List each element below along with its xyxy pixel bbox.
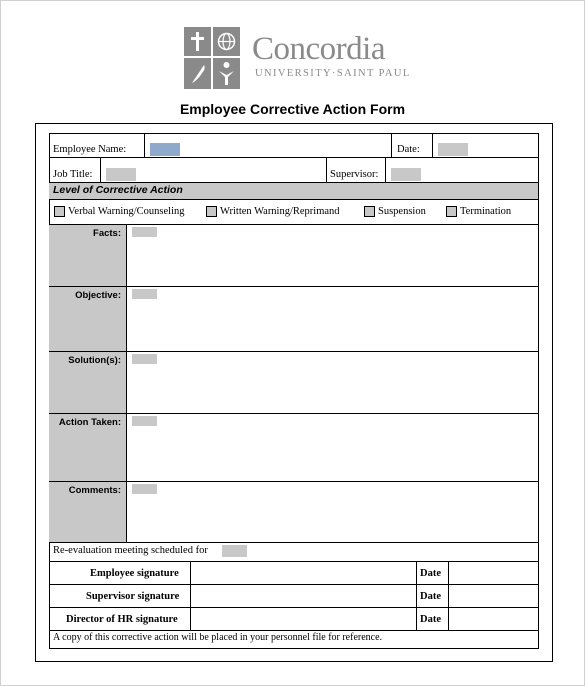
action-taken-label-cell [49, 414, 127, 481]
row-divider [49, 542, 538, 543]
comments-label-cell [49, 482, 127, 542]
hr-date-field[interactable] [449, 608, 538, 630]
supervisor-field[interactable] [391, 168, 421, 181]
divider [144, 133, 145, 157]
reevaluation-date-field[interactable] [222, 545, 247, 557]
verbal-warning-label: Verbal Warning/Counseling [68, 206, 185, 217]
date-field[interactable] [438, 143, 468, 156]
employee-signature-label: Employee signature [90, 568, 179, 579]
university-shield-icon [184, 27, 240, 89]
divider [100, 157, 101, 182]
concordia-logo [184, 27, 411, 93]
supervisor-date-field[interactable] [449, 585, 538, 607]
job-title-label: Job Title: [53, 169, 93, 180]
supervisor-signature-field[interactable] [191, 585, 416, 607]
action-taken-label: Action Taken: [58, 417, 121, 428]
divider [432, 133, 433, 157]
solutions-label: Solution(s): [68, 355, 121, 366]
footer-note: A copy of this corrective action will be placed in your personnel file for reference. [53, 632, 383, 643]
label-column-divider [126, 224, 127, 542]
objective-field[interactable] [132, 289, 157, 299]
hr-signature-label: Director of HR signature [66, 614, 178, 625]
verbal-warning-checkbox[interactable] [54, 206, 65, 217]
table-border-bottom [49, 648, 539, 649]
employee-signature-field[interactable] [191, 562, 416, 584]
divider [326, 157, 327, 182]
employee-date-label: Date [420, 568, 441, 579]
termination-label: Termination [460, 206, 512, 217]
facts-label: Facts: [93, 228, 121, 239]
hr-date-label: Date [420, 614, 441, 625]
employee-date-field[interactable] [449, 562, 538, 584]
written-warning-checkbox[interactable] [206, 206, 217, 217]
signature-divider [416, 561, 417, 630]
objective-label-cell [49, 287, 127, 351]
logo-wordmark: Concordia [252, 31, 385, 67]
divider [391, 133, 392, 157]
solutions-field[interactable] [132, 354, 157, 364]
supervisor-signature-label: Supervisor signature [86, 591, 180, 602]
employee-name-label: Employee Name: [53, 144, 127, 155]
termination-checkbox[interactable] [446, 206, 457, 217]
row-divider [49, 157, 538, 158]
table-border-top [49, 133, 538, 134]
comments-field[interactable] [132, 484, 157, 494]
level-of-action-heading [49, 182, 538, 200]
divider [385, 157, 386, 182]
reevaluation-label: Re-evaluation meeting scheduled for [53, 545, 208, 556]
logo-subtitle: UNIVERSITY·SAINT PAUL [255, 68, 411, 79]
supervisor-label: Supervisor: [330, 169, 379, 180]
suspension-checkbox[interactable] [364, 206, 375, 217]
date-label: Date: [397, 144, 420, 155]
signature-divider [190, 561, 191, 630]
facts-field[interactable] [132, 227, 157, 237]
solutions-label-cell [49, 352, 127, 413]
level-heading-text: Level of Corrective Action [53, 184, 183, 196]
table-border-right [538, 133, 539, 648]
supervisor-date-label: Date [420, 591, 441, 602]
suspension-label: Suspension [378, 206, 426, 217]
signature-divider [448, 561, 449, 630]
objective-label: Objective: [75, 290, 121, 301]
hr-signature-field[interactable] [191, 608, 416, 630]
form-title: Employee Corrective Action Form [179, 101, 406, 117]
employee-name-field[interactable] [150, 143, 180, 156]
comments-label: Comments: [68, 485, 121, 496]
action-taken-field[interactable] [132, 416, 157, 426]
facts-label-cell [49, 225, 127, 286]
job-title-field[interactable] [106, 168, 136, 181]
written-warning-label: Written Warning/Reprimand [220, 206, 340, 217]
